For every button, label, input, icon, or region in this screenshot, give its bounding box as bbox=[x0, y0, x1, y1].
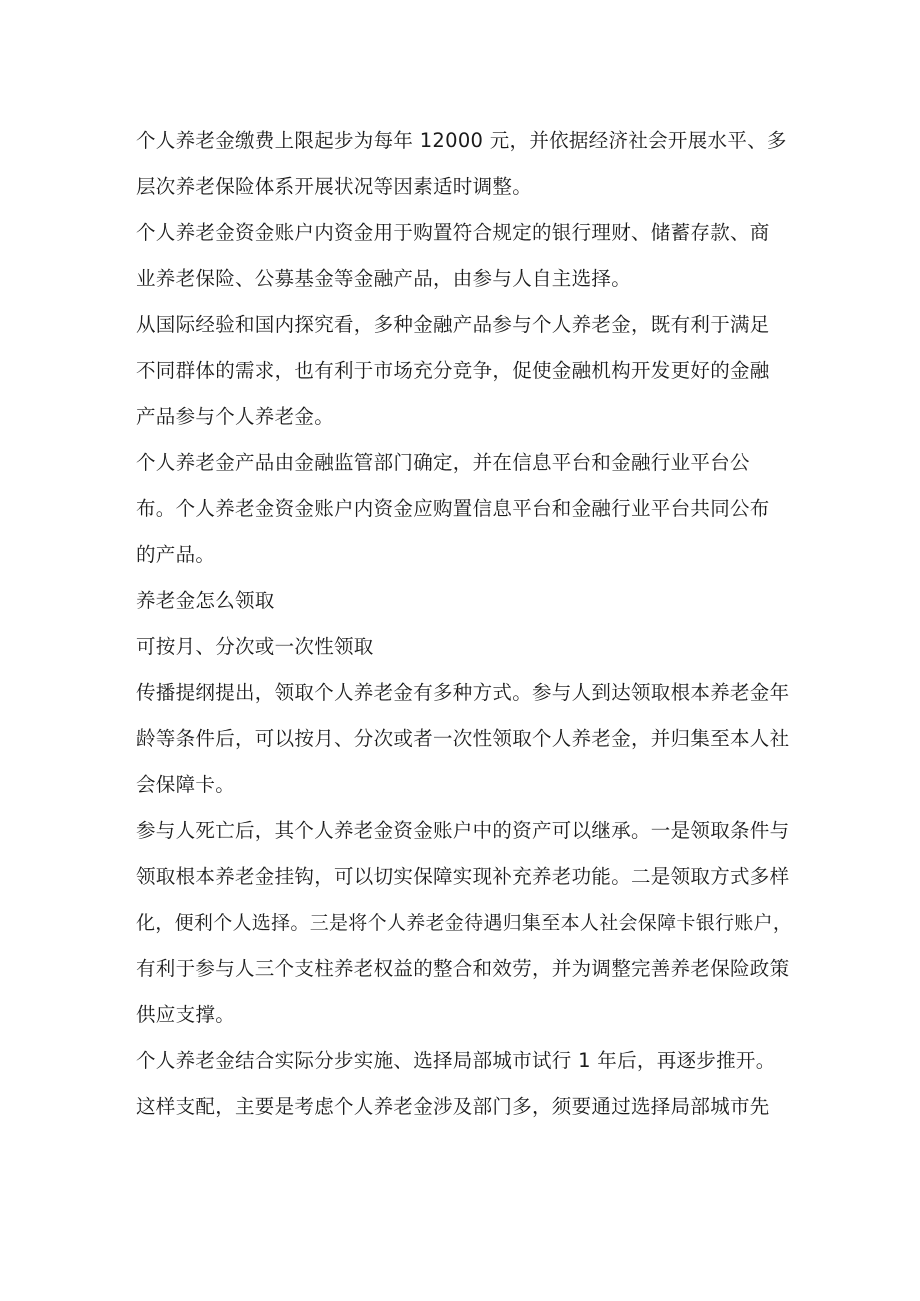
text-line: 领取根本养老金挂钩，可以切实保障实现补充养老功能。二是领取方式多样 bbox=[136, 865, 790, 888]
text-line: 层次养老保险体系开展状况等因素适时调整。 bbox=[136, 175, 533, 198]
text-line: 供应支撑。 bbox=[136, 1003, 236, 1026]
text-line: 从国际经验和国内探究看，多种金融产品参与个人养老金，既有利于满足 bbox=[136, 313, 770, 336]
paragraph-contribution-limit bbox=[136, 118, 796, 210]
text-line: 产品参与个人养老金。 bbox=[136, 405, 335, 428]
paragraph-claim-methods bbox=[136, 670, 796, 808]
paragraph-pilot-rollout bbox=[136, 1038, 796, 1130]
paragraph-product-determination bbox=[136, 440, 796, 578]
text-line: 个人养老金缴费上限起步为每年 12000 元，并依据经济社会开展水平、多 bbox=[136, 129, 787, 152]
text-line: 龄等条件后，可以按月、分次或者一次性领取个人养老金，并归集至本人社 bbox=[136, 727, 790, 750]
document-body bbox=[136, 118, 796, 1130]
text-line: 布。个人养老金资金账户内资金应购置信息平台和金融行业平台共同公布 bbox=[136, 497, 770, 520]
text-line: 的产品。 bbox=[136, 543, 216, 566]
paragraph-fund-usage bbox=[136, 210, 796, 302]
text-line: 可按月、分次或一次性领取 bbox=[136, 635, 374, 658]
text-line: 养老金怎么领取 bbox=[136, 589, 275, 612]
text-line: 这样支配，主要是考虑个人养老金涉及部门多，须要通过选择局部城市先 bbox=[136, 1095, 770, 1118]
text-line: 会保障卡。 bbox=[136, 773, 236, 796]
text-line: 个人养老金产品由金融监管部门确定，并在信息平台和金融行业平台公 bbox=[136, 451, 750, 474]
text-line: 有利于参与人三个支柱养老权益的整合和效劳，并为调整完善养老保险政策 bbox=[136, 957, 790, 980]
paragraph-inheritance bbox=[136, 808, 796, 1038]
text-line: 传播提纲提出，领取个人养老金有多种方式。参与人到达领取根本养老金年 bbox=[136, 681, 790, 704]
section-heading-how-to-claim bbox=[136, 578, 796, 624]
text-line: 不同群体的需求，也有利于市场充分竞争，促使金融机构开发更好的金融 bbox=[136, 359, 770, 382]
text-line: 个人养老金资金账户内资金用于购置符合规定的银行理财、储蓄存款、商 bbox=[136, 221, 770, 244]
text-line: 个人养老金结合实际分步实施、选择局部城市试行 1 年后，再逐步推开。 bbox=[136, 1049, 776, 1072]
paragraph-international-experience bbox=[136, 302, 796, 440]
text-line: 化，便利个人选择。三是将个人养老金待遇归集至本人社会保障卡银行账户， bbox=[136, 912, 793, 934]
text-line: 业养老保险、公募基金等金融产品，由参与人自主选择。 bbox=[136, 267, 632, 290]
text-line: 参与人死亡后，其个人养老金资金账户中的资产可以继承。一是领取条件与 bbox=[136, 819, 790, 842]
section-subheading-claim-methods bbox=[136, 624, 796, 670]
